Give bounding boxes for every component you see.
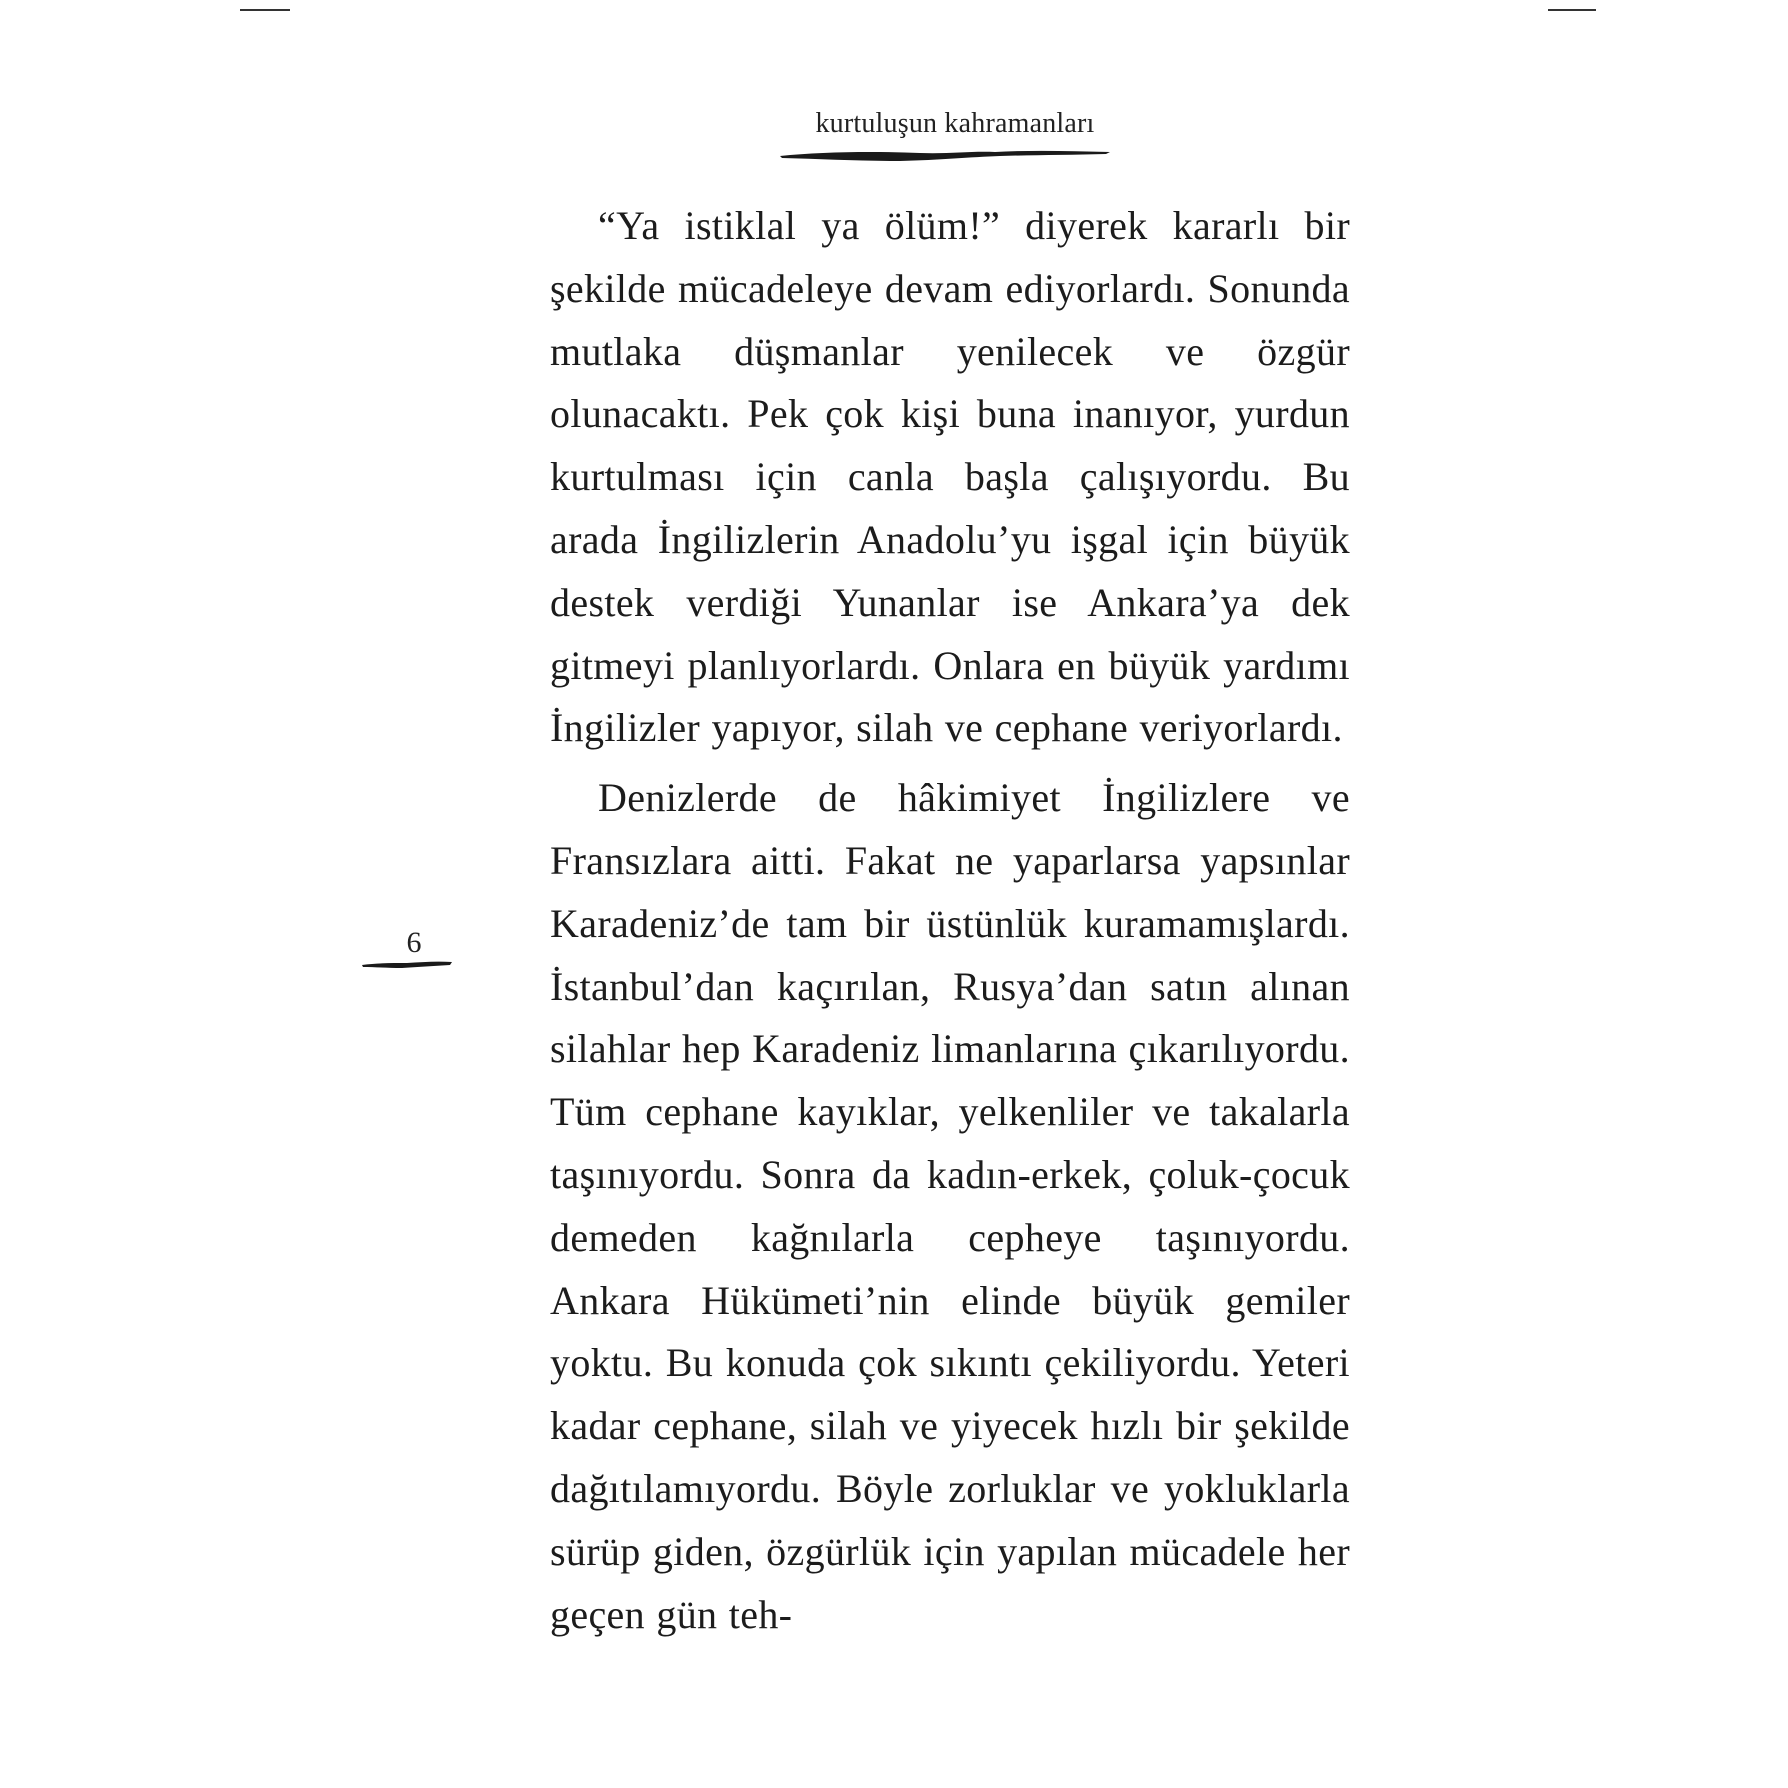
crop-mark-left <box>240 9 290 11</box>
running-head-brush-stroke <box>780 146 1110 164</box>
paragraph-2: Denizlerde de hâkimiyet İngilizlere ve Fransızlara aitti. Fakat ne yaparlarsa yapsınlar Karadeniz’de tam bir üstünlük kuramamışlardı. İstanbul’dan kaçırılan, Rusya’dan satın alınan silahlar hep Karadeniz limanlarına çıkarılıyordu. Tüm cephane kayıklar, yelkenliler ve takalarla taşınıyordu. Sonra da kadın-erkek, çoluk-çocuk demeden kağnılarla cepheye taşınıyordu. Ankara Hükümeti’nin elinde büyük gemiler yoktu. Bu konuda çok sıkıntı çekiliyordu. Yeteri kadar cephane, silah ve yiyecek hızlı bir şekilde dağıtılamıyordu. Böyle zorluklar ve yokluklarla sürüp giden, özgürlük için yapılan mücadele her geçen gün teh- <box>550 775 1350 1637</box>
crop-mark-right <box>1548 9 1596 11</box>
paragraph-1: “Ya istiklal ya ölüm!” diyerek kararlı bir şekilde mücadeleye devam ediyorlardı. Sonunda mutlaka düşmanlar yenilecek ve özgür olunacaktı. Pek çok kişi buna inanıyor, yurdun kurtulması için canla başla çalışıyordu. Bu arada İngilizlerin Anadolu’yu işgal için büyük destek verdiği Yunanlar ise Ankara’ya dek gitmeyi planlıyorlardı. Onlara en büyük yardımı İngilizler yapıyor, silah ve cephane veriyorlardı. <box>550 203 1350 751</box>
page-number: 6 <box>406 926 422 959</box>
body-text-column <box>550 195 1350 1646</box>
page-number-brush-stroke <box>362 957 452 971</box>
running-head: kurtuluşun kahramanları <box>815 108 1095 139</box>
